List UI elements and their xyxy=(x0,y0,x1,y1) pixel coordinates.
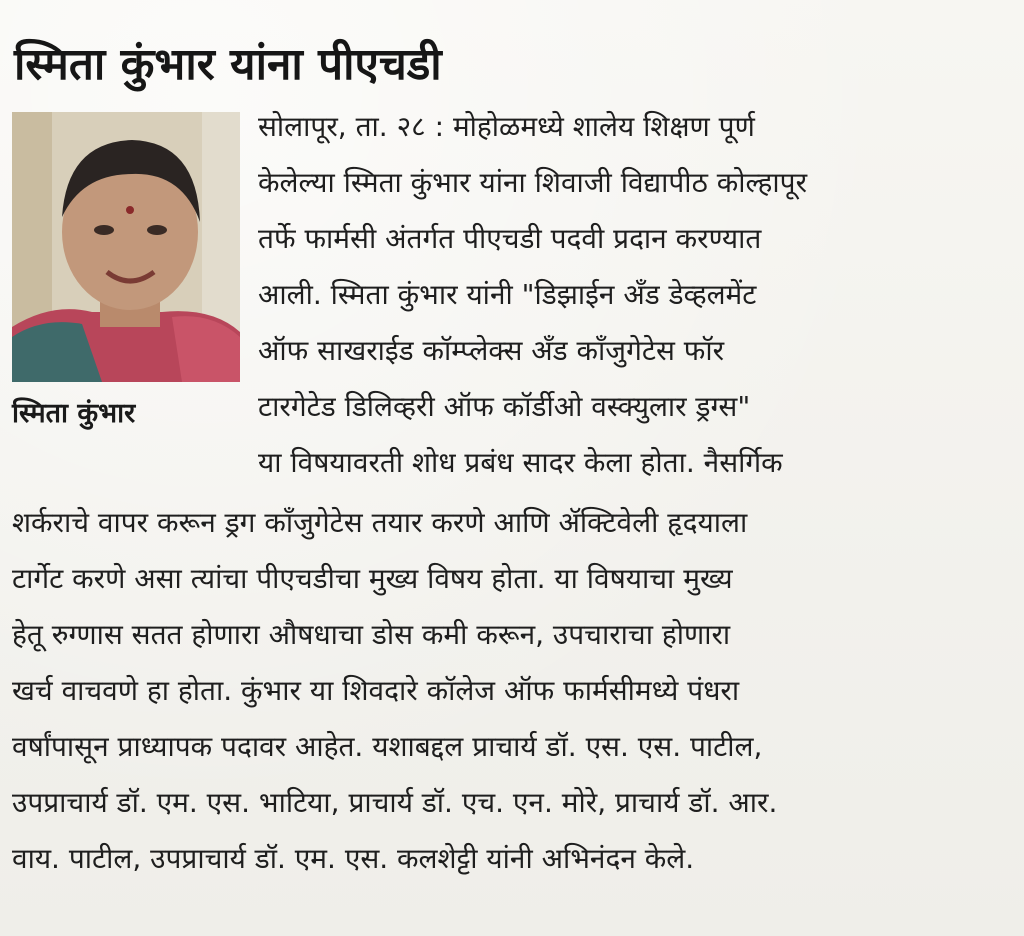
body-line: वर्षांपासून प्राध्यापक पदावर आहेत. यशाबद्दल प्राचार्य डॉ. एस. एस. पाटील, xyxy=(12,730,763,763)
body-line: केलेल्या स्मिता कुंभार यांना शिवाजी विद्यापीठ कोल्हापूर xyxy=(258,166,808,199)
headline: स्मिता कुंभार यांना पीएचडी xyxy=(14,39,442,90)
body-line: शर्कराचे वापर करून ड्रग कॉंजुगेटेस तयार करणे आणि ॲक्टिवेली हृदयाला xyxy=(12,506,748,539)
body-line: हेतू रुग्णास सतत होणारा औषधाचा डोस कमी करून, उपचाराचा होणारा xyxy=(12,618,731,651)
body-line: टार्गेट करणे असा त्यांचा पीएचडीचा मुख्य विषय होता. या विषयाचा मुख्य xyxy=(12,562,733,595)
body-line: उपप्राचार्य डॉ. एम. एस. भाटिया, प्राचार्य डॉ. एच. एन. मोरे, प्राचार्य डॉ. आर. xyxy=(12,786,778,819)
photo-caption: स्मिता कुंभार xyxy=(12,398,136,429)
body-line: आली. स्मिता कुंभार यांनी "डिझाईन अँड डेव्हलमेंट xyxy=(258,278,757,311)
body-line: या विषयावरती शोध प्रबंध सादर केला होता. नैसर्गिक xyxy=(258,446,783,479)
body-line: वाय. पाटील, उपप्राचार्य डॉ. एम. एस. कलशेट्टी यांनी अभिनंदन केले. xyxy=(12,842,695,875)
portrait-illustration xyxy=(12,112,240,382)
body-line: तर्फे फार्मसी अंतर्गत पीएचडी पदवी प्रदान करण्यात xyxy=(258,222,762,255)
body-line: खर्च वाचवणे हा होता. कुंभार या शिवदारे कॉलेज ऑफ फार्मसीमध्ये पंधरा xyxy=(12,674,740,707)
body-line: टारगेटेड डिलिव्हरी ऑफ कॉर्डीओ वस्क्युलार ड्रग्स" xyxy=(258,390,751,423)
body-line: ऑफ साखराईड कॉम्प्लेक्स अँड कॉंजुगेटेस फॉर xyxy=(258,334,725,367)
portrait-photo xyxy=(12,112,240,382)
body-line: सोलापूर, ता. २८ : मोहोळमध्ये शालेय शिक्षण पूर्ण xyxy=(258,110,755,143)
